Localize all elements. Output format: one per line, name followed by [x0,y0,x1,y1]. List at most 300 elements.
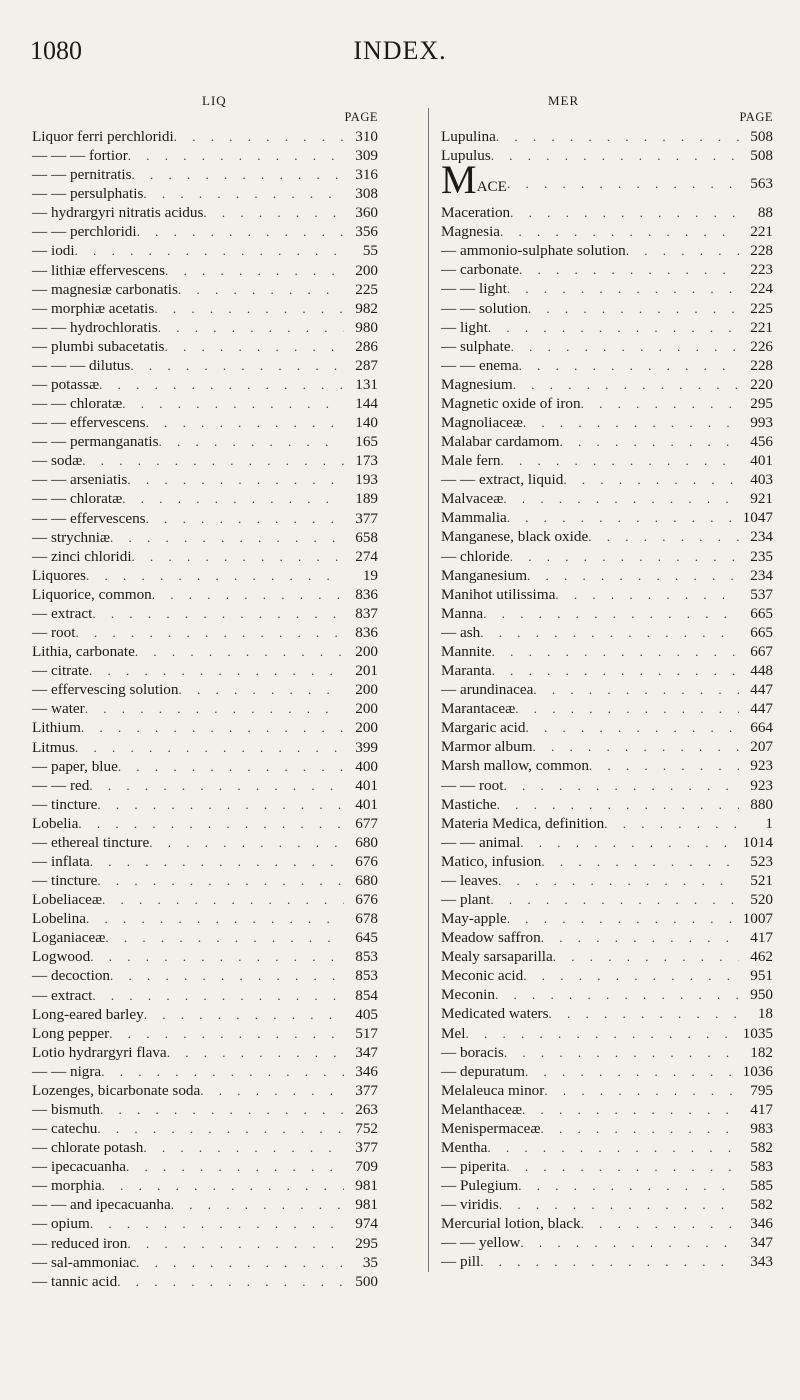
index-entry [441,642,773,661]
index-term: Liquor ferri perchloridi [32,128,174,145]
leader-dots [492,642,739,661]
index-entry [441,718,773,737]
index-page-ref: 658 [355,528,378,546]
index-term: MACE [441,157,507,203]
index-entry [441,1119,773,1138]
index-term: — extract [32,604,93,622]
index-page-ref: 678 [355,910,378,928]
index-term: — zinci chloridi [32,547,132,565]
leader-dots [85,699,344,718]
index-term: — paper, blue [32,757,118,775]
index-term: — Pulegium [441,1177,519,1195]
index-page-ref: 676 [355,891,378,909]
index-term: Lobelia [32,814,79,832]
index-term: — sal-ammoniac [32,1253,137,1271]
index-entry [441,375,773,394]
leader-dots [122,394,344,413]
index-entry [441,1252,773,1271]
index-term: — tannic acid [32,1272,118,1290]
leader-dots [511,337,739,356]
leader-dots [491,146,739,165]
index-term: Manganesium [441,566,528,584]
index-page-ref: 537 [750,585,773,603]
index-term: Magnoliaceæ [441,414,523,432]
leader-dots [109,1024,344,1043]
index-entry [32,451,378,470]
index-entry [32,203,378,222]
index-page-ref: 676 [355,852,378,870]
index-entry [32,623,378,642]
index-entry [441,928,773,947]
leader-dots [135,642,344,661]
index-entry [441,756,773,775]
index-entry [32,241,378,260]
leader-dots [520,833,739,852]
leader-dots [541,852,739,871]
index-page-ref: 456 [750,433,773,451]
index-term: — chloride [441,547,510,565]
index-entry [441,1043,773,1062]
index-page-ref: 1007 [742,910,773,928]
index-page-ref: 680 [355,833,378,851]
right-index-column [428,108,773,1272]
index-entry [441,909,773,928]
index-entry [32,852,378,871]
index-term: Malvaceæ [441,490,504,508]
index-page-ref: 225 [750,299,773,317]
index-page-ref: 462 [750,948,773,966]
index-term: — ash [441,623,481,641]
index-entry [32,986,378,1005]
index-term: — tincture [32,872,98,890]
index-entry [32,814,378,833]
index-term: — depuratum [441,1062,525,1080]
leader-dots [544,1081,739,1100]
index-entry [32,1062,378,1081]
leader-dots [118,757,344,776]
index-page-ref: 347 [355,1043,378,1061]
index-term: — — chloratæ [32,490,123,508]
index-term: — ammonio-sulphate solution [441,242,626,260]
index-page-ref: 447 [750,681,773,699]
index-page-ref: 220 [750,375,773,393]
index-page-ref: 193 [355,471,378,489]
leader-dots [164,337,344,356]
index-entry [32,909,378,928]
index-page-ref: 173 [355,452,378,470]
left-column-heading: LIQ [202,93,227,108]
index-term: Meconic acid [441,967,524,985]
index-entry [441,222,773,241]
leader-dots [82,451,344,470]
index-entry [32,947,378,966]
index-page-ref: 140 [355,414,378,432]
index-term: — effervescing solution [32,681,179,699]
index-entry [32,165,378,184]
leader-dots [541,928,739,947]
index-page-ref: 200 [355,643,378,661]
index-page-ref: 680 [355,872,378,890]
index-entry [32,1253,378,1272]
index-entry [32,1234,378,1253]
index-entry [441,279,773,298]
index-term: Menispermaceæ [441,1119,541,1137]
leader-dots [497,795,739,814]
index-term: Maceration [441,204,511,222]
index-page-ref: 234 [750,566,773,584]
index-entry [441,1138,773,1157]
index-page-ref: 235 [750,547,773,565]
leader-dots [102,1176,344,1195]
index-page-ref: 853 [355,967,378,985]
index-term: — lithiæ effervescens [32,261,165,279]
leader-dots [146,413,344,432]
index-entry [441,1176,773,1195]
index-page-ref: 401 [355,776,378,794]
index-page-ref: 274 [355,547,378,565]
page-number: 1080 [30,36,82,65]
index-entry [32,222,378,241]
index-page-ref: 343 [750,1253,773,1271]
index-entry [32,757,378,776]
index-page-ref: 346 [355,1062,378,1080]
leader-dots [507,165,739,203]
index-entry [32,1214,378,1233]
leader-dots [507,508,739,527]
leader-dots [480,1252,739,1271]
index-entry [32,1024,378,1043]
index-entry [441,547,773,566]
index-page-ref: 1014 [742,833,773,851]
index-term: Lozenges, bicarbonate soda [32,1081,201,1099]
index-entry [441,241,773,260]
index-page-ref: 200 [355,681,378,699]
index-page-ref: 980 [355,318,378,336]
index-page-ref: 664 [750,719,773,737]
index-page-ref: 401 [355,795,378,813]
index-entry [32,509,378,528]
leader-dots [519,356,739,375]
index-page-ref: 18 [757,1005,773,1023]
index-page-ref: 1047 [742,509,773,527]
leader-dots [487,1138,739,1157]
index-page-ref: 521 [750,871,773,889]
index-term: Logwood [32,948,91,966]
leader-dots [553,947,739,966]
index-term: — — permanganatis [32,433,159,451]
index-term: Mannite [441,642,492,660]
leader-dots [154,299,344,318]
leader-dots [81,718,344,737]
index-entry [32,1176,378,1195]
leader-dots [549,1004,739,1023]
index-term: — leaves [441,871,498,889]
index-term: — magnesiæ carbonatis [32,280,178,298]
index-term: Melanthaceæ [441,1100,522,1118]
leader-dots [144,1005,344,1024]
index-entry [441,527,773,546]
index-entry [32,337,378,356]
leader-dots [525,718,739,737]
leader-dots [90,1214,344,1233]
leader-dots [128,146,344,165]
leader-dots [99,375,344,394]
index-entry [441,1024,773,1043]
index-page-ref: 35 [362,1253,378,1271]
leader-dots [518,1176,739,1195]
leader-dots [89,661,344,680]
index-term: — iodi [32,242,75,260]
index-entry [32,146,378,165]
leader-dots [143,184,344,203]
index-entry [441,470,773,489]
index-entry [441,451,773,470]
leader-dots [496,127,739,146]
index-entry [32,1043,378,1062]
index-entry [32,1119,378,1138]
index-entry [32,356,378,375]
index-term: — carbonate [441,261,520,279]
index-page-ref: 508 [750,128,773,145]
leader-dots [541,1119,739,1138]
leader-dots [127,1234,344,1253]
index-page-ref: 405 [355,1005,378,1023]
index-term: — — animal [441,833,521,851]
leader-dots [101,1062,344,1081]
index-page-ref: 523 [750,852,773,870]
index-page-ref: 677 [355,814,378,832]
leader-dots [525,1062,739,1081]
index-page-ref: 500 [355,1272,378,1290]
index-page-ref: 582 [750,1138,773,1156]
index-entry [32,718,378,737]
index-entry [441,776,773,795]
index-term: — light [441,318,488,336]
index-page-ref: 983 [750,1119,773,1137]
leader-dots [503,489,739,508]
index-entry [441,623,773,642]
index-term: — hydrargyri nitratis acidus [32,204,204,222]
index-entry [32,966,378,985]
index-term: Liquorice, common [32,585,152,603]
index-term: — decoction [32,967,111,985]
index-entry [32,1195,378,1214]
leader-dots [581,394,739,413]
leader-dots [490,890,739,909]
leader-dots [110,966,344,985]
index-page-ref: 795 [750,1081,773,1099]
leader-dots [510,547,739,566]
index-term: — — effervescens [32,509,146,527]
index-term: Mastiche [441,795,497,813]
index-entry [441,1214,773,1233]
index-page-ref: 923 [750,776,773,794]
leader-dots [86,566,344,585]
index-term: Materia Medica, definition [441,814,605,832]
index-term: Manihot utilissima [441,585,556,603]
index-page-ref: 921 [750,490,773,508]
page-title: INDEX. [353,36,447,65]
leader-dots [75,623,344,642]
left-page-label: PAGE [344,110,378,124]
index-page-ref: 1035 [742,1024,773,1042]
index-entry [441,1004,773,1023]
index-term: Marsh mallow, common [441,757,589,775]
leader-dots [152,585,344,604]
index-page-ref: 563 [750,175,773,193]
index-page-ref: 207 [750,738,773,756]
index-page-ref: 347 [750,1234,773,1252]
leader-dots [563,470,739,489]
leader-dots [499,1195,739,1214]
leader-dots [528,299,739,318]
running-header [0,36,800,76]
index-term: — — light [441,280,507,298]
leader-dots [92,604,344,623]
index-entry [32,470,378,489]
leader-dots [513,375,739,394]
index-term: Meadow saffron [441,929,541,947]
index-entry [32,680,378,699]
leader-dots [127,470,344,489]
index-page-ref: 234 [750,528,773,546]
index-page-ref: 836 [355,585,378,603]
index-entry [32,127,378,146]
index-entry [441,1100,773,1119]
leader-dots [515,699,739,718]
leader-dots [86,909,344,928]
leader-dots [117,1272,344,1291]
leader-dots [149,833,344,852]
leader-dots [520,1233,739,1252]
index-page-ref: 981 [355,1196,378,1214]
leader-dots [527,566,739,585]
leader-dots [100,1100,344,1119]
leader-dots [492,661,739,680]
index-page-ref: 837 [355,604,378,622]
leader-dots [200,1081,344,1100]
index-page-ref: 982 [355,299,378,317]
leader-dots [179,680,345,699]
index-term: Melaleuca minor [441,1081,545,1099]
index-term: — arundinacea [441,681,534,699]
index-term: — — yellow [441,1234,521,1252]
index-entry [441,852,773,871]
index-entry [441,1062,773,1081]
index-page-ref: 981 [355,1177,378,1195]
index-entry [441,871,773,890]
index-term: — plumbi subacetatis [32,337,165,355]
index-entry [32,394,378,413]
index-term: Marantaceæ [441,700,516,718]
index-entry [32,661,378,680]
leader-dots [465,1024,739,1043]
index-term: Lithia, carbonate [32,643,135,661]
leader-dots [504,1043,739,1062]
index-entry [32,776,378,795]
right-page-label: PAGE [739,110,773,124]
index-entry [441,356,773,375]
index-page-ref: 1036 [742,1062,773,1080]
index-entry [32,833,378,852]
drop-initial: M [441,157,477,203]
index-page-ref: 377 [355,509,378,527]
index-page-ref: 223 [750,261,773,279]
index-page-ref: 200 [355,719,378,737]
index-term: Lupulina [441,128,496,145]
leader-dots [146,509,344,528]
index-entry [441,508,773,527]
index-entry [32,184,378,203]
index-term: — — root [441,776,504,794]
index-page-ref: 346 [750,1215,773,1233]
index-page-ref: 287 [355,356,378,374]
index-entry [441,299,773,318]
index-term: — — — dilutus [32,356,131,374]
index-page-ref: 417 [750,1100,773,1118]
index-term: — extract [32,986,93,1004]
index-term: — morphia [32,1177,102,1195]
index-term: — sulphate [441,337,511,355]
index-term: — boracis [441,1043,504,1061]
index-term: — — perchloridi [32,223,137,241]
leader-dots [92,986,344,1005]
index-term: Meconin [441,986,495,1004]
index-page-ref: 667 [750,642,773,660]
leader-dots [533,680,739,699]
index-entry [32,585,378,604]
index-term: Marmor album [441,738,533,756]
index-term: Lobeliaceæ [32,891,102,909]
index-term: — water [32,700,85,718]
leader-dots [604,814,739,833]
index-term: Malabar cardamom [441,433,560,451]
index-term: May-apple [441,910,507,928]
index-term: — strychniæ [32,528,111,546]
index-page-ref: 645 [355,929,378,947]
index-entry [441,699,773,718]
index-term: — — solution [441,299,528,317]
index-entry [32,432,378,451]
leader-dots [97,871,344,890]
index-page-ref: 517 [355,1024,378,1042]
index-term: Medicated waters [441,1005,549,1023]
index-term: Lithium [32,719,81,737]
index-page-ref: 448 [750,662,773,680]
index-term: — catechu [32,1120,98,1138]
index-entry [441,661,773,680]
index-entry [441,489,773,508]
index-entry [32,1081,378,1100]
index-page-ref: 309 [355,147,378,165]
leader-dots [503,776,739,795]
leader-dots [178,280,344,299]
index-term: Mammalia [441,509,507,527]
leader-dots [533,737,739,756]
index-term: Maranta [441,662,492,680]
index-entry [32,299,378,318]
index-entry [32,1100,378,1119]
index-term: — — effervescens [32,414,146,432]
leader-dots [137,222,344,241]
leader-dots [159,432,344,451]
leader-dots [78,814,344,833]
index-term: — plant [441,890,491,908]
index-entry [32,413,378,432]
index-page-ref: 709 [355,1158,378,1176]
index-entry [32,318,378,337]
index-term: Mealy sarsaparilla [441,948,553,966]
